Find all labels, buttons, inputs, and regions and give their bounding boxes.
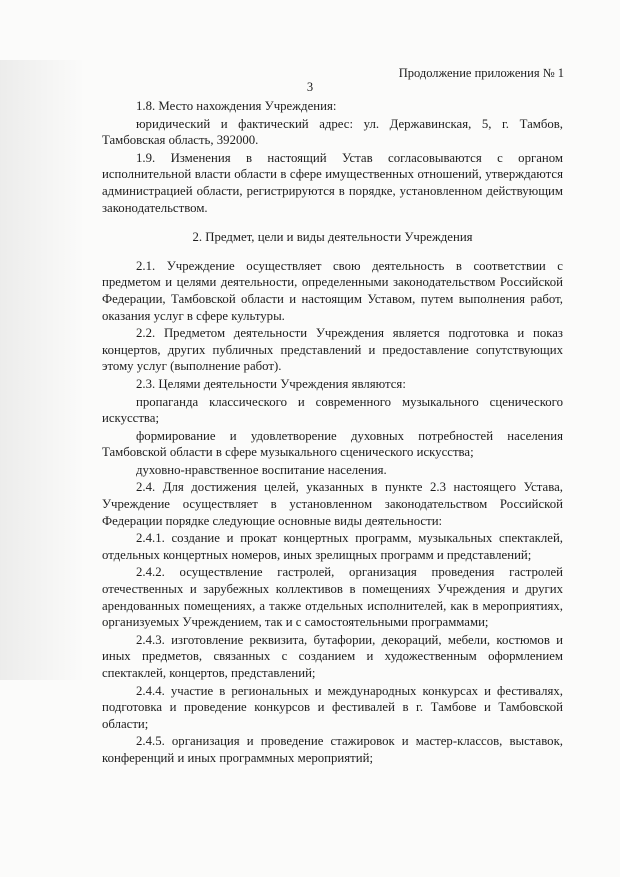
paragraph-2-4-1: 2.4.1. создание и прокат концертных программ, музыкальных спектаклей, отдельных концертных номеров, иных зрелищных программ и представлений; [102,531,563,562]
paragraph-2-3-c: духовно-нравственное воспитание населения. [136,462,387,477]
paragraph-2-4: 2.4. Для достижения целей, указанных в пункте 2.3 настоящего Устава, Учреждение осуществляет в установленном законодательством Российской Федерации порядке следующие основные виды деятельности: [102,480,563,528]
paragraph-1-9: 1.9. Изменения в настоящий Устав согласовываются с органом исполнительной власти области в сфере имущественных отношений, утверждаются администрацией области, регистрируются в порядке, установленном действующим законодательством. [102,150,563,215]
paragraph-2-4-5: 2.4.5. организация и проведение стажировок и мастер-классов, выставок, конференций и иных программных мероприятий; [102,734,563,765]
paragraph-2-4-4: 2.4.4. участие в региональных и международных конкурсах и фестивалях, подготовка и проведение конкурсов и фестивалей в г. Тамбове и Тамбовской области; [102,683,563,731]
section-2-heading: 2. Предмет, цели и виды деятельности Учреждения [192,230,473,245]
paragraph-2-1: 2.1. Учреждение осуществляет свою деятельность в соответствии с предметом и целями деятельности, определенными законодательством Российской Федерации, Тамбовской области и настоящим Уставом, путем выполнения работ, оказания услуг в сфере культуры. [102,258,563,323]
paragraph-2-3-b: формирование и удовлетворение духовных потребностей населения Тамбовской области в сфере музыкального сценического искусства; [102,428,563,460]
paragraph-1-8-text: юридический и фактический адрес: ул. Державинская, 5, г. Тамбов, Тамбовская область, 392000. [102,116,563,148]
paragraph-2-4-2: 2.4.2. осуществление гастролей, организация проведения гастролей отечественных и зарубежных коллективов в помещениях Учреждения и других арендованных помещениях, а также отдельных исполнителей, как в мероприятиях, организуемых Учреждением, так и с самостоятельными программами; [102,565,563,630]
appendix-note: Продолжение приложения № 1 [398,66,564,80]
paragraph-2-4-3: 2.4.3. изготовление реквизита, бутафории, декораций, мебели, костюмов и иных предметов, связанных с созданием и художественным оформлением спектаклей, концертов, представлений; [102,632,563,680]
paragraph-1-8-title: 1.8. Место нахождения Учреждения: [136,99,337,113]
scan-shadow [0,60,85,680]
page-number: 3 [306,80,314,94]
paragraph-2-3-a: пропаганда классического и современного музыкального сценического искусства; [102,394,563,426]
paragraph-2-2: 2.2. Предметом деятельности Учреждения является подготовка и показ концертов, других публичных представлений и предоставление сопутствующих этому услуг (выполнение работ). [102,326,563,374]
document-body [102,98,563,767]
paragraph-2-3: 2.3. Целями деятельности Учреждения являются: [136,376,406,391]
